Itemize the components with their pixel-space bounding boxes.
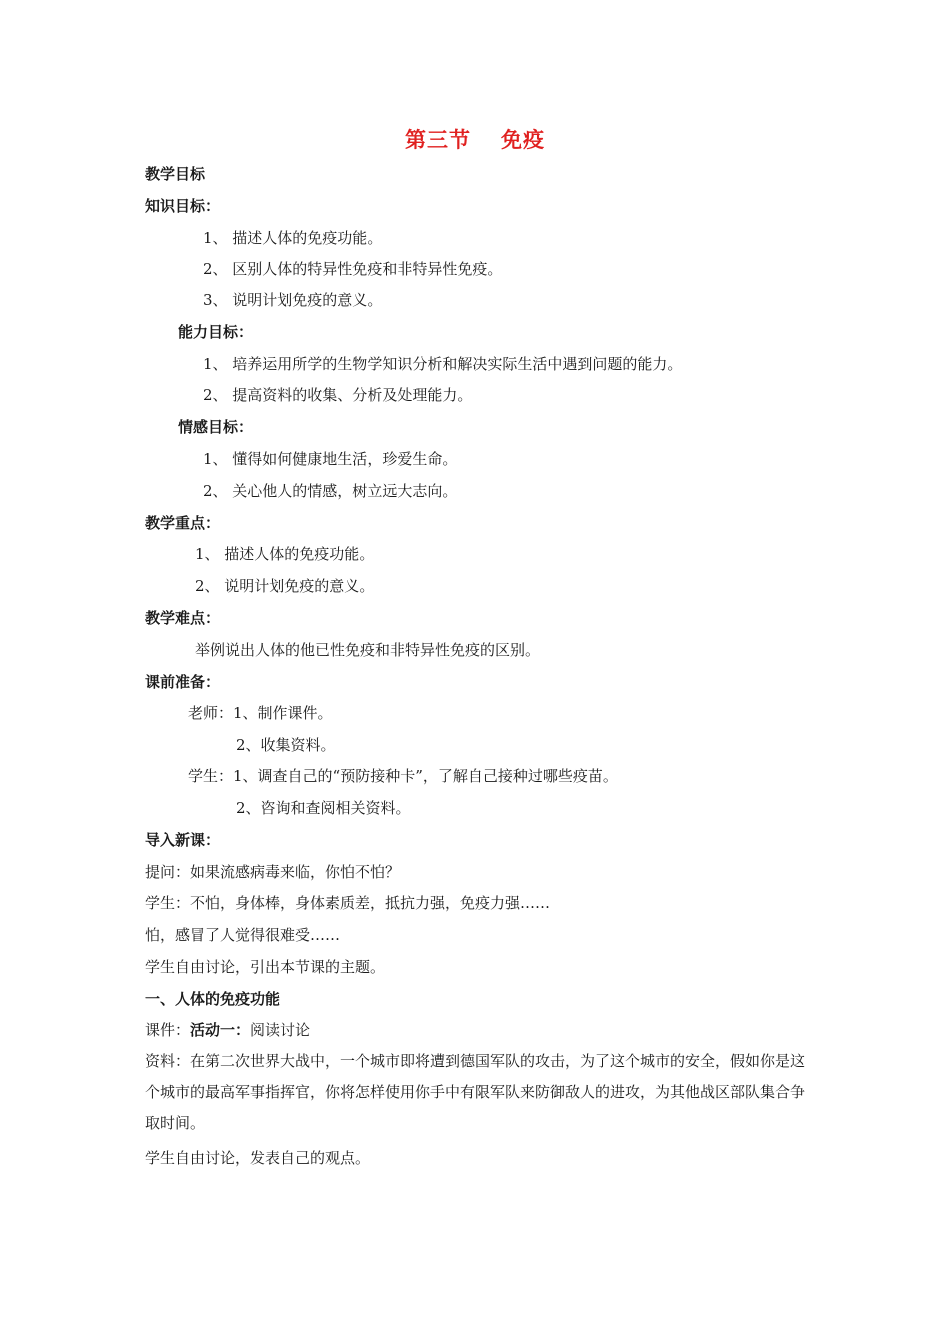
activity-label: 活动一： [190,1021,251,1039]
knowledge-item: 2、 区别人体的特异性免疫和非特异性免疫。 [203,260,503,278]
emotion-item: 1、 懂得如何健康地生活，珍爱生命。 [203,450,458,468]
courseware-label: 课件： [145,1021,191,1039]
knowledge-item: 3、 说明计划免疫的意义。 [203,291,383,309]
student-label: 学生： [188,767,234,785]
activity-line [145,1020,310,1040]
intro-line: 怕，感冒了人觉得很难受…… [145,926,341,944]
title-topic: 免疫 [501,128,545,152]
key-points-heading: 教学重点： [145,514,221,532]
student-prep-first [188,766,618,786]
intro-line: 提问：如果流感病毒来临，你怕不怕？ [145,863,401,881]
difficulties-heading: 教学难点： [145,609,221,627]
objectives-heading: 教学目标 [145,165,206,183]
intro-heading: 导入新课： [145,831,221,849]
knowledge-heading: 知识目标： [145,197,221,215]
teacher-item: 1、制作课件。 [233,704,333,722]
ability-item: 1、 培养运用所学的生物学知识分析和解决实际生活中遇到问题的能力。 [203,355,683,373]
ability-item: 2、 提高资料的收集、分析及处理能力。 [203,386,473,404]
page-title [0,124,950,154]
emotion-item: 2、 关心他人的情感，树立远大志向。 [203,482,458,500]
key-point-item: 1、 描述人体的免疫功能。 [195,545,375,563]
key-point-item: 2、 说明计划免疫的意义。 [195,577,375,595]
closing-line: 学生自由讨论，发表自己的观点。 [145,1149,371,1167]
activity-text: 阅读讨论 [250,1021,311,1039]
knowledge-item: 1、 描述人体的免疫功能。 [203,229,383,247]
teacher-prep-first [188,703,333,723]
teacher-item: 2、收集资料。 [236,736,336,754]
emotion-heading: 情感目标： [178,418,254,436]
intro-line: 学生自由讨论，引出本节课的主题。 [145,958,386,976]
teacher-label: 老师： [188,704,234,722]
material-paragraph: 资料：在第二次世界大战中，一个城市即将遭到德国军队的攻击，为了这个城市的安全，假如你是这个城市的最高军事指挥官，你将怎样使用你手中有限军队来防御敌人的进攻，为其他战区部队集合争取时间。 [145,1052,806,1132]
title-section-number: 第三节 [405,128,471,152]
student-item: 2、咨询和查阅相关资料。 [236,799,411,817]
student-item: 1、调查自己的“预防接种卡”，了解自己接种过哪些疫苗。 [233,767,618,785]
difficulties-text: 举例说出人体的他已性免疫和非特异性免疫的区别。 [195,641,541,659]
intro-line: 学生：不怕，身体棒，身体素质差，抵抗力强，免疫力强…… [145,894,551,912]
preparation-heading: 课前准备： [145,673,221,691]
ability-heading: 能力目标： [178,323,254,341]
section1-heading: 一、人体的免疫功能 [145,990,281,1008]
